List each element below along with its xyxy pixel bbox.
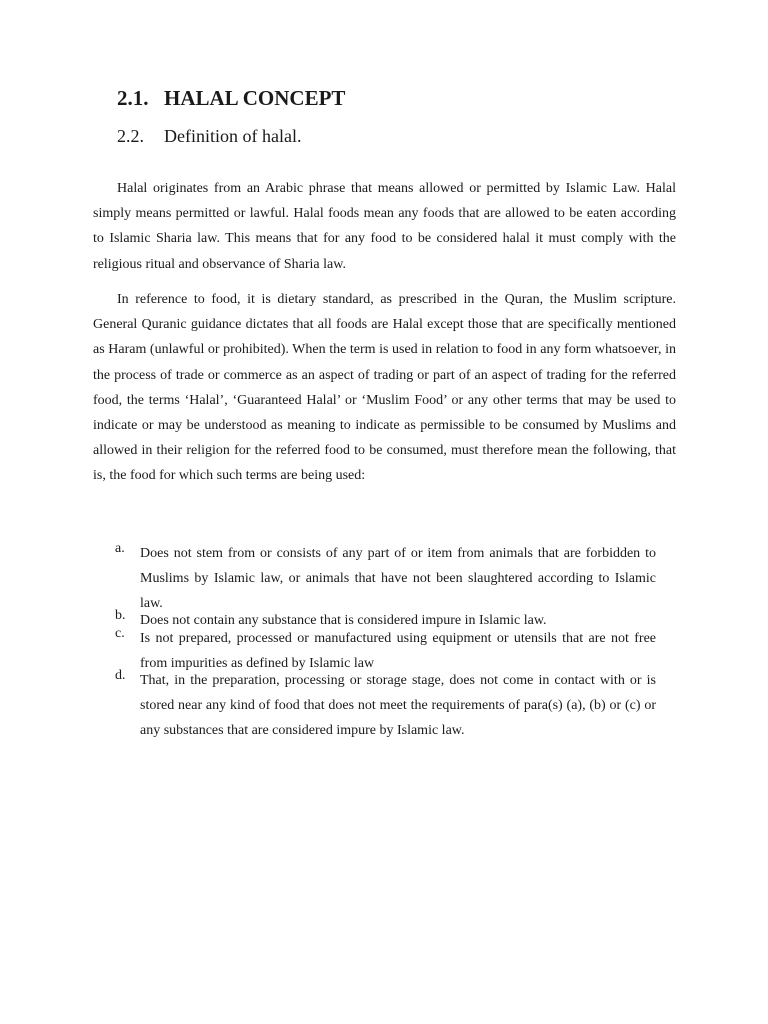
list-marker: a. xyxy=(115,541,125,556)
section-number: 2.1. xyxy=(117,86,149,110)
list-item-text: Does not stem from or consists of any part of or item from animals that are forbidden to Muslims by Islamic law, or animals that have not been slaughtered according to Islamic law. xyxy=(140,546,656,612)
subsection-number: 2.2. xyxy=(117,126,144,146)
list-item xyxy=(115,541,656,617)
list-item-text: Does not contain any substance that is considered impure in Islamic law. xyxy=(140,613,547,628)
subsection-title: Definition of halal. xyxy=(164,126,302,146)
list-marker: b. xyxy=(115,608,126,623)
subsection-heading xyxy=(117,126,301,147)
section-heading xyxy=(117,86,345,111)
paragraph-food-reference: In reference to food, it is dietary standard, as prescribed in the Quran, the Muslim scripture. General Quranic guidance dictates that all foods are Halal except those that are specifically mentioned as Haram (unlawful or prohibited). When the term is used in relation to food in any form whatsoever, in the process of trade or commerce as an aspect of trading or part of an aspect of trading for the referred food, the terms ‘Halal’, ‘Guaranteed Halal’ or ‘Muslim Food’ or any other terms that may be used to indicate or may be understood as meaning to indicate as permissible to be consumed by Muslims and allowed in their religion for the referred food to be consumed, must therefore mean the following, that is, the food for which such terms are being used: xyxy=(93,292,676,484)
paragraph-halal-origin: Halal originates from an Arabic phrase that means allowed or permitted by Islamic Law. Halal simply means permitted or lawful. Halal foods mean any foods that are allowed to be eaten according to Islamic Sharia law. This means that for any food to be considered halal it must comply with the religious ritual and observance of Sharia law. xyxy=(93,181,676,272)
list-marker: d. xyxy=(115,668,126,683)
list-marker: c. xyxy=(115,626,125,641)
list-item xyxy=(115,668,656,744)
section-title: HALAL CONCEPT xyxy=(164,86,346,110)
list-item-text: That, in the preparation, processing or storage stage, does not come in contact with or is stored near any kind of food that does not meet the requirements of para(s) (a), (b) or (c) or any substances that are considered impure by Islamic law. xyxy=(140,673,656,739)
list-item-text: Is not prepared, processed or manufactured using equipment or utensils that are not free from impurities as defined by Islamic law xyxy=(140,631,656,672)
